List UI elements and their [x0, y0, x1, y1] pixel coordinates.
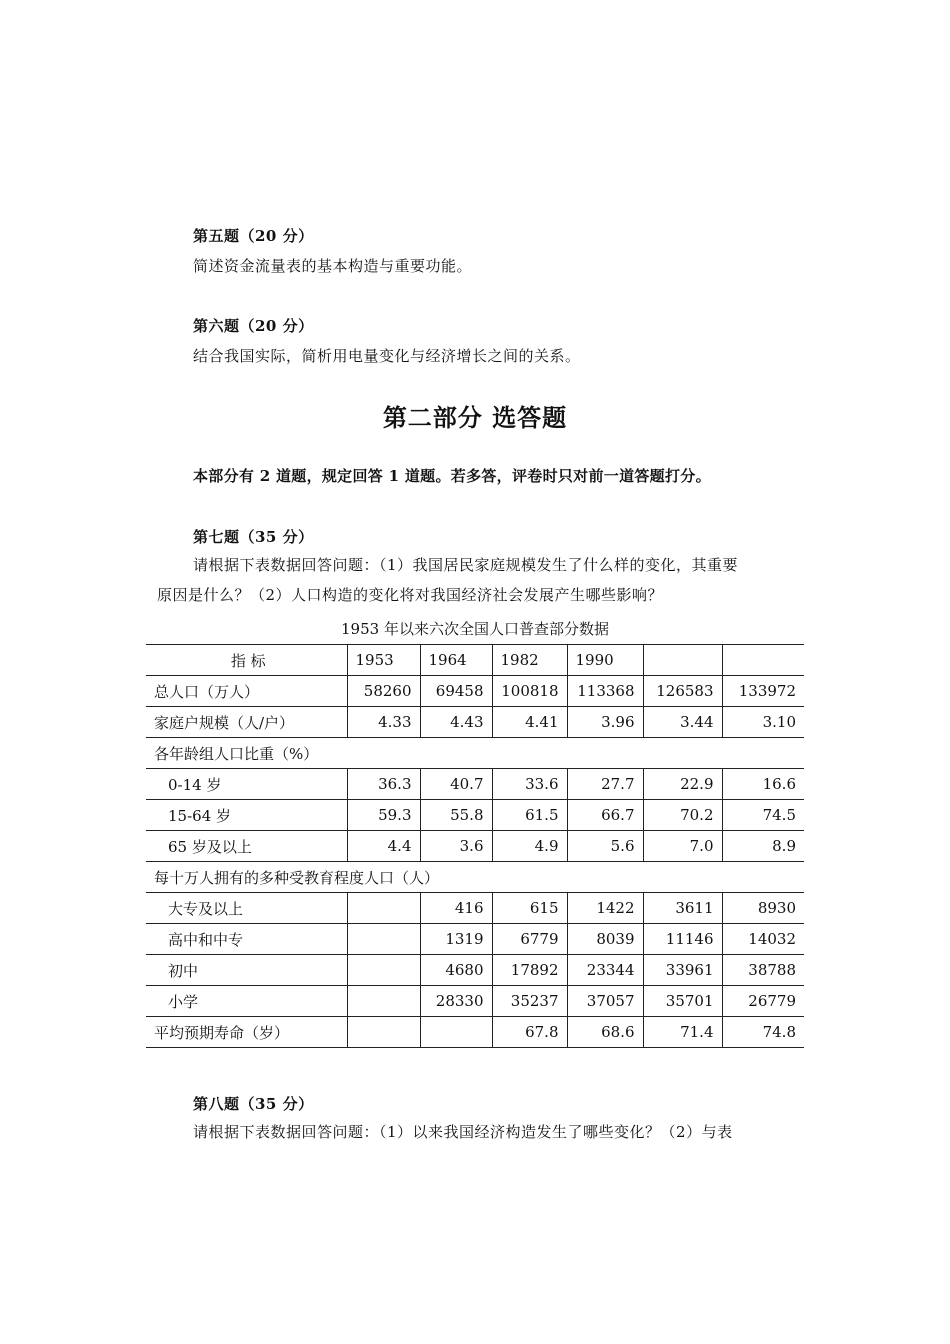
table-row [146, 1017, 804, 1048]
header-year: 1990 [567, 645, 643, 676]
table-row [146, 986, 804, 1017]
question-6-text: 结合我国实际，简析用电量变化与经济增长之间的关系。 [193, 347, 581, 365]
table-cell: 1422 [567, 893, 643, 924]
table-cell: 61.5 [492, 800, 567, 831]
table-cell: 66.7 [567, 800, 643, 831]
table-cell: 58260 [347, 676, 420, 707]
table-cell: 615 [492, 893, 567, 924]
table-row [146, 924, 804, 955]
table-cell: 8.9 [722, 831, 804, 862]
table-cell: 3611 [643, 893, 722, 924]
row-label: 总人口（万人） [146, 676, 347, 707]
question-7-text-line-2: 原因是什么？（2）人口构造的变化将对我国经济社会发展产生哪些影响？ [157, 586, 664, 604]
table-row [146, 893, 804, 924]
table-row [146, 955, 804, 986]
table-cell: 11146 [643, 924, 722, 955]
table-cell: 5.6 [567, 831, 643, 862]
table-cell: 55.8 [420, 800, 492, 831]
header-year [643, 645, 722, 676]
table-cell: 8930 [722, 893, 804, 924]
table-cell: 35701 [643, 986, 722, 1017]
table-cell: 33961 [643, 955, 722, 986]
census-data-table [146, 644, 804, 1048]
table-cell: 67.8 [492, 1017, 567, 1048]
table-cell: 28330 [420, 986, 492, 1017]
table-group-row [146, 738, 804, 769]
question-8-text-line-1: 请根据下表数据回答问题：（1）以来我国经济构造发生了哪些变化？（2）与表 [193, 1123, 733, 1141]
header-indicator: 指 标 [146, 645, 347, 676]
table-cell: 22.9 [643, 769, 722, 800]
table-cell [347, 1017, 420, 1048]
row-label: 0-14 岁 [146, 769, 347, 800]
table-cell: 36.3 [347, 769, 420, 800]
table-cell [347, 986, 420, 1017]
table-cell: 68.6 [567, 1017, 643, 1048]
table-cell [347, 924, 420, 955]
table-cell: 14032 [722, 924, 804, 955]
table-cell: 27.7 [567, 769, 643, 800]
question-8-heading: 第八题（35 分） [193, 1095, 314, 1113]
question-7-heading: 第七题（35 分） [193, 528, 314, 546]
table-cell: 4.9 [492, 831, 567, 862]
table-cell: 70.2 [643, 800, 722, 831]
table-cell: 3.10 [722, 707, 804, 738]
table-cell: 38788 [722, 955, 804, 986]
table-cell: 3.6 [420, 831, 492, 862]
table-row [146, 769, 804, 800]
table-header-row [146, 645, 804, 676]
table-cell: 59.3 [347, 800, 420, 831]
table-cell: 133972 [722, 676, 804, 707]
table-row [146, 707, 804, 738]
row-label: 初中 [146, 955, 347, 986]
table-cell: 35237 [492, 986, 567, 1017]
table-cell: 23344 [567, 955, 643, 986]
row-label: 小学 [146, 986, 347, 1017]
table-cell: 74.5 [722, 800, 804, 831]
group-label: 各年龄组人口比重（%） [146, 738, 804, 769]
table-cell: 100818 [492, 676, 567, 707]
header-year: 1982 [492, 645, 567, 676]
row-label: 平均预期寿命（岁） [146, 1017, 347, 1048]
table-cell: 4.43 [420, 707, 492, 738]
table-cell: 4680 [420, 955, 492, 986]
table-group-row [146, 862, 804, 893]
table-caption: 1953 年以来六次全国人口普查部分数据 [341, 620, 609, 638]
row-label: 高中和中专 [146, 924, 347, 955]
table-cell: 6779 [492, 924, 567, 955]
question-5-heading: 第五题（20 分） [193, 227, 314, 245]
table-cell: 33.6 [492, 769, 567, 800]
header-year [722, 645, 804, 676]
header-year: 1953 [347, 645, 420, 676]
question-6-heading: 第六题（20 分） [193, 317, 314, 335]
table-row [146, 676, 804, 707]
table-cell [420, 1017, 492, 1048]
table-cell: 1319 [420, 924, 492, 955]
table-cell: 71.4 [643, 1017, 722, 1048]
table-row [146, 800, 804, 831]
row-label: 15-64 岁 [146, 800, 347, 831]
table-cell [347, 955, 420, 986]
table-cell: 16.6 [722, 769, 804, 800]
table-row [146, 831, 804, 862]
table-cell: 416 [420, 893, 492, 924]
table-cell: 4.41 [492, 707, 567, 738]
table-cell: 40.7 [420, 769, 492, 800]
table-cell [347, 893, 420, 924]
table-cell: 126583 [643, 676, 722, 707]
row-label: 大专及以上 [146, 893, 347, 924]
table-cell: 3.96 [567, 707, 643, 738]
table-cell: 17892 [492, 955, 567, 986]
group-label: 每十万人拥有的多种受教育程度人口（人） [146, 862, 804, 893]
table-cell: 113368 [567, 676, 643, 707]
question-7-text-line-1: 请根据下表数据回答问题：（1）我国居民家庭规模发生了什么样的变化，其重要 [193, 556, 739, 574]
table-cell: 26779 [722, 986, 804, 1017]
table-cell: 4.33 [347, 707, 420, 738]
table-cell: 8039 [567, 924, 643, 955]
table-cell: 4.4 [347, 831, 420, 862]
header-year: 1964 [420, 645, 492, 676]
table-cell: 69458 [420, 676, 492, 707]
row-label: 65 岁及以上 [146, 831, 347, 862]
table-cell: 37057 [567, 986, 643, 1017]
table-cell: 3.44 [643, 707, 722, 738]
row-label: 家庭户规模（人/户） [146, 707, 347, 738]
table-cell: 74.8 [722, 1017, 804, 1048]
question-5-text: 简述资金流量表的基本构造与重要功能。 [193, 257, 473, 275]
table-cell: 7.0 [643, 831, 722, 862]
part-two-intro: 本部分有 2 道题，规定回答 1 道题。若多答，评卷时只对前一道答题打分。 [193, 467, 711, 485]
part-two-title: 第二部分 选答题 [382, 404, 568, 432]
